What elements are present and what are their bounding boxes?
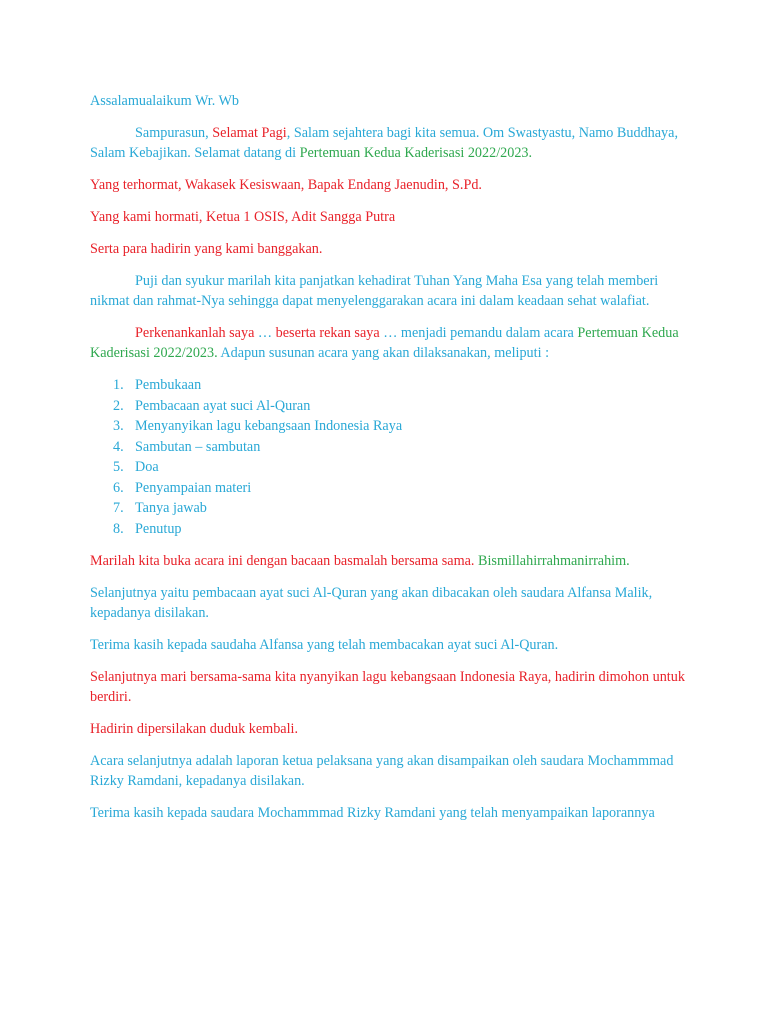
agenda-item: [113, 396, 688, 417]
agenda-text: Penutup: [135, 520, 182, 537]
greeting-part-2: Selamat Pagi: [212, 125, 287, 141]
sit-down-paragraph: Hadirin dipersilakan duduk kembali.: [90, 721, 299, 737]
agenda-number: 8.: [113, 520, 124, 537]
quran-thanks-paragraph: Terima kasih kepada saudaha Alfansa yang telah membacakan ayat suci Al-Quran.: [90, 637, 559, 653]
agenda-text: Pembukaan: [135, 377, 202, 393]
greeting-part-4: Pertemuan Kedua Kaderisasi 2022/2023.: [299, 145, 533, 161]
agenda-item: [113, 375, 688, 396]
opening-salutation: Assalamualaikum Wr. Wb: [90, 93, 240, 109]
quran-invite-paragraph: Selanjutnya yaitu pembacaan ayat suci Al-Quran yang akan dibacakan oleh saudara Alfansa Malik, kepadanya disilakan.: [90, 585, 653, 621]
intro-part-2: …: [254, 325, 276, 341]
intro-part-5: Pertemuan Kedua Kaderisasi 2022/2023.: [90, 325, 679, 361]
agenda-item: [113, 478, 688, 499]
agenda-list: [90, 375, 688, 539]
agenda-item: [113, 437, 688, 458]
agenda-text: Doa: [135, 459, 159, 475]
agenda-item: [113, 498, 688, 519]
intro-part-3: beserta rekan saya: [275, 325, 380, 341]
document-page: [90, 91, 688, 835]
agenda-text: Menyanyikan lagu kebangsaan Indonesia Raya: [135, 418, 403, 434]
respected-audience: Serta para hadirin yang kami banggakan.: [90, 241, 323, 257]
mc-intro-paragraph: [90, 323, 688, 363]
agenda-number: 5.: [113, 459, 124, 475]
greeting-part-3: , Salam sejahtera bagi kita semua. Om Swastyastu, Namo Buddhaya, Salam Kebajikan. Selamat datang di: [90, 125, 678, 161]
intro-part-4: … menjadi pemandu dalam acara: [379, 325, 578, 341]
agenda-number: 1.: [113, 377, 124, 393]
gratitude-paragraph: Puji dan syukur marilah kita panjatkan kehadirat Tuhan Yang Maha Esa yang telah memberi nikmat dan rahmat-Nya sehingga dapat menyelenggarakan acara ini dalam keadaan sehat walafiat.: [90, 273, 659, 309]
agenda-text: Pembacaan ayat suci Al-Quran: [135, 397, 311, 414]
agenda-number: 7.: [113, 500, 124, 516]
respected-osis-chair: Yang kami hormati, Ketua 1 OSIS, Adit Sangga Putra: [90, 209, 396, 225]
greeting-paragraph: [90, 123, 688, 163]
agenda-text: Tanya jawab: [135, 500, 207, 516]
basmalah-paragraph: [90, 551, 688, 571]
agenda-number: 3.: [113, 418, 124, 434]
agenda-text: Sambutan – sambutan: [135, 438, 261, 455]
agenda-item: [113, 457, 688, 478]
agenda-item: [113, 416, 688, 437]
respected-vice-principal: Yang terhormat, Wakasek Kesiswaan, Bapak Endang Jaenudin, S.Pd.: [90, 177, 482, 193]
anthem-paragraph: Selanjutnya mari bersama-sama kita nyanyikan lagu kebangsaan Indonesia Raya, hadirin dimohon untuk berdiri.: [90, 669, 685, 705]
greeting-part-1: Sampurasun,: [135, 125, 213, 141]
agenda-number: 4.: [113, 438, 124, 455]
intro-part-1: Perkenankanlah saya: [135, 325, 255, 341]
report-thanks-paragraph: Terima kasih kepada saudara Mochammmad Rizky Ramdani yang telah menyampaikan laporannya: [90, 805, 655, 821]
report-invite-paragraph: Acara selanjutnya adalah laporan ketua pelaksana yang akan disampaikan oleh saudara Mochammmad Rizky Ramdani, kepadanya disilakan.: [90, 753, 674, 789]
basmalah-invite: Marilah kita buka acara ini dengan bacaan basmalah bersama sama.: [90, 553, 475, 569]
agenda-number: 2.: [113, 397, 124, 414]
intro-part-6: Adapun susunan acara yang akan dilaksanakan, meliputi :: [217, 345, 550, 361]
agenda-item: [113, 519, 688, 540]
basmalah-recitation: Bismillahirrahmanirrahim.: [474, 553, 630, 569]
agenda-text: Penyampaian materi: [135, 479, 252, 496]
agenda-number: 6.: [113, 479, 124, 496]
